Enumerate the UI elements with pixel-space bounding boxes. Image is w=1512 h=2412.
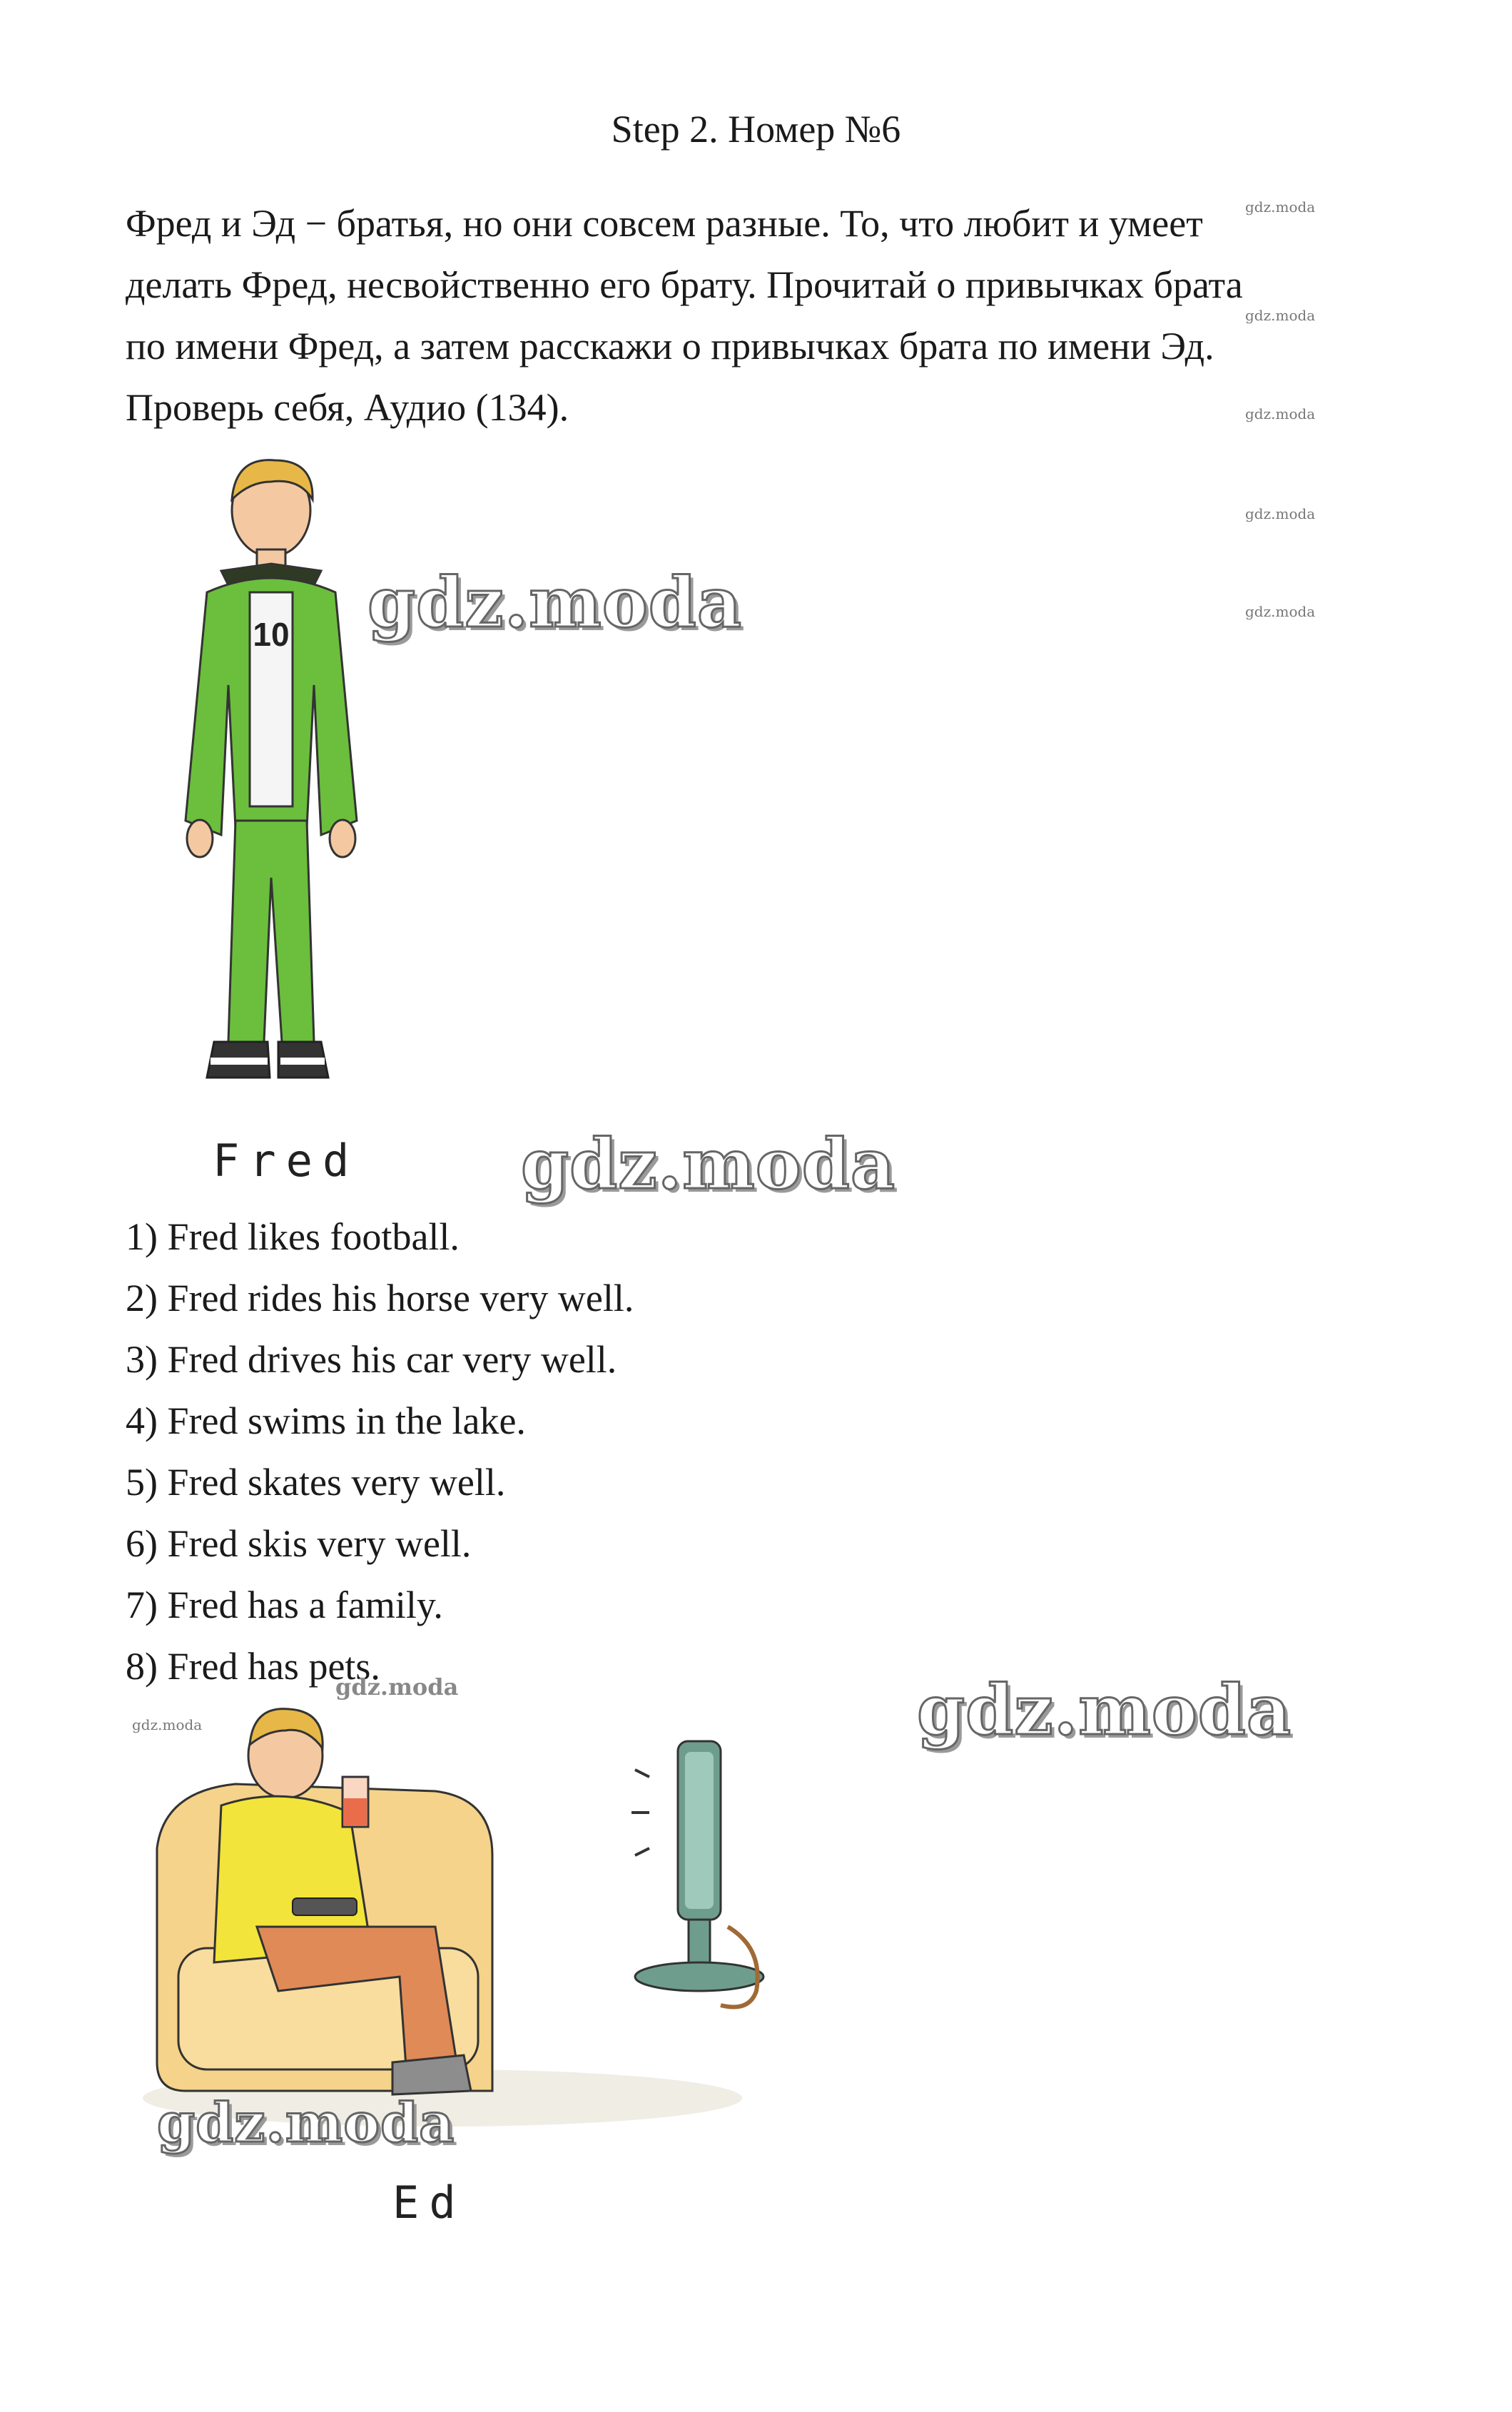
watermark: gdz.moda [1245,198,1316,216]
watermark: gdz.moda [917,1670,1292,1750]
intro-line: Фред и Эд − братья, но они совсем разные. То, что любит и умеет [126,202,1203,245]
watermark: gdz.moda [335,1673,459,1701]
watermark: gdz.moda [132,1716,203,1733]
watermark: gdz.moda [521,1124,896,1205]
shirt-number: 10 [253,616,290,653]
watermark: gdz.moda [1245,307,1316,324]
intro-line: по имени Фред, а затем расскажи о привычках брата по имени Эд. [126,325,1214,368]
list-item: 1) Fred likes football. [126,1215,460,1258]
intro-paragraph [126,193,1353,438]
ed-caption: Ed [392,2177,466,2229]
list-item: 7) Fred has a family. [126,1583,443,1626]
watermark: gdz.moda [157,2091,455,2154]
watermark: gdz.moda [1245,603,1316,620]
intro-line: Проверь себя, Аудио (134). [126,386,569,429]
fred-illustration [143,450,400,1117]
fred-habits-list [126,1206,634,1697]
fred-caption: Fred [213,1135,360,1187]
list-item: 2) Fred rides his horse very well. [126,1277,634,1319]
list-item: 5) Fred skates very well. [126,1461,506,1504]
ed-illustration [136,1691,806,2134]
watermark: gdz.moda [1245,405,1316,422]
list-item: 6) Fred skis very well. [126,1522,472,1565]
intro-line: делать Фред, несвойственно его брату. Прочитай о привычках брата [126,263,1243,306]
watermark: gdz.moda [1245,505,1316,522]
list-item: 8) Fred has pets. [126,1645,380,1688]
list-item: 4) Fred swims in the lake. [126,1399,526,1442]
watermark: gdz.moda [367,562,743,643]
page-title: Step 2. Номер №6 [611,108,901,151]
list-item: 3) Fred drives his car very well. [126,1338,617,1381]
